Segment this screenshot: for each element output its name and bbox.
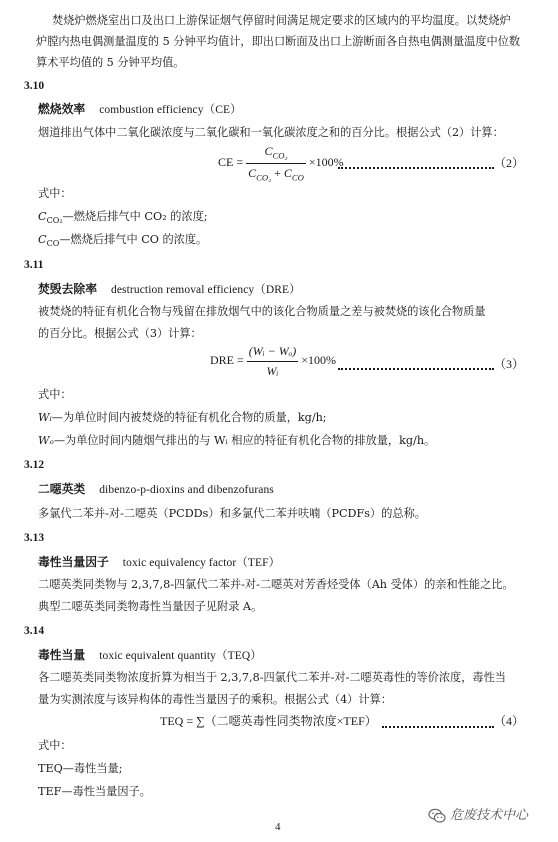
definition-tef: TEF—毒性当量因子。: [38, 785, 151, 798]
where-label: 式中：: [38, 739, 72, 752]
section-heading-3-11: [38, 280, 536, 300]
watermark: [428, 806, 528, 826]
formula-fraction: $\frac{\text{(Wᵢ − Wₒ)}}{\text{Wᵢ}}$: [248, 344, 297, 378]
definition-teq: TEQ—毒性当量;: [38, 762, 123, 775]
leader-dots: [382, 726, 494, 728]
watermark-text: 危废技术中心: [450, 808, 529, 823]
equation-number-4: （4）: [494, 714, 525, 728]
formula-4: TEQ = ∑（二噁英毒性同类物浓度×TEF）: [160, 714, 377, 728]
definition-3-11-line-2: 的百分比。根据公式（3）计算：: [38, 327, 202, 340]
definition-3-14-line-1: 各二噁英类同类物浓度折算为相当于 2,3,7,8-四氯代二苯并-对-二噁英毒性的等价浓度，毒性当: [38, 671, 506, 684]
definition-3-13-line-2: 典型二噁英类同类物毒性当量因子见附录 A。: [38, 600, 263, 613]
term-en: toxic equivalency factor（TEF）: [122, 557, 281, 569]
section-heading-3-10: [38, 100, 536, 120]
intro-line-3: 算术平均值的 5 分钟平均值。: [36, 56, 185, 69]
definition-c-co2: $C_{CO_2}—$燃烧后排气中 CO₂ 的浓度;: [38, 210, 208, 226]
definition-3-10: 烟道排出气体中二氧化碳浓度与二氧化碳和一氧化碳浓度之和的百分比。根据公式（2）计算：: [38, 126, 504, 139]
formula-rhs: ×100%: [308, 155, 344, 170]
formula-lhs: CE =: [218, 155, 244, 170]
intro-line-2: 炉膛内热电偶测量温度的 5 分钟平均值计，即出口断面及出口上游断面各自热电偶测量温度中位数: [36, 35, 521, 48]
term-en: dibenzo-p-dioxins and dibenzofurans: [99, 484, 274, 496]
section-heading-3-13: [38, 553, 536, 573]
section-number-3-13: 3.13: [24, 532, 45, 544]
term-zh: 焚毁去除率: [38, 282, 97, 296]
term-en: toxic equivalent quantity（TEQ）: [99, 650, 262, 662]
where-label: 式中：: [38, 388, 72, 401]
leader-dots: [338, 167, 494, 169]
formula-lhs: DRE =: [210, 352, 244, 367]
definition-3-11-line-1: 被焚烧的特征有机化合物与残留在排放烟气中的该化合物质量之差与被焚烧的该化合物质量: [38, 305, 486, 318]
section-number-3-10: 3.10: [24, 80, 45, 92]
wechat-icon: [428, 808, 446, 824]
section-number-3-12: 3.12: [24, 459, 45, 471]
definition-c-co: $C_{CO}—$燃烧后排气中 CO 的浓度。: [38, 233, 208, 249]
formula-3: [210, 342, 336, 380]
term-en: combustion efficiency（CE）: [99, 104, 242, 116]
section-heading-3-12: [38, 480, 536, 500]
term-zh: 毒性当量: [38, 648, 86, 662]
leader-dots: [338, 368, 494, 370]
section-number-3-11: 3.11: [24, 259, 44, 271]
equation-number-3: （3）: [494, 357, 525, 371]
section-number-3-14: 3.14: [24, 625, 45, 637]
section-heading-3-14: [38, 646, 536, 666]
formula-2: [218, 142, 344, 185]
term-en: destruction removal efficiency（DRE）: [111, 284, 301, 296]
formula-fraction: $\frac{C_{CO_2}}{C_{CO_2} + C_{CO}}$: [248, 144, 304, 183]
definition-3-13-line-1: 二噁英类同类物与 2,3,7,8-四氯代二苯并-对-二噁英对芳香烃受体（Ah 受体）的亲和性能之比。: [38, 578, 514, 591]
definition-3-14-line-2: 量为实测浓度与该异构体的毒性当量因子的乘积。根据公式（4）计算：: [38, 693, 392, 706]
term-zh: 毒性当量因子: [38, 555, 109, 569]
term-zh: 燃烧效率: [38, 102, 86, 116]
term-zh: 二噁英类: [38, 482, 86, 496]
definition-wi: Wᵢ—为单位时间内被焚烧的特征有机化合物的质量，kg/h;: [38, 411, 327, 424]
intro-line-1: 焚烧炉燃烧室出口及出口上游保证烟气停留时间满足规定要求的区域内的平均温度。以焚烧炉: [52, 14, 511, 27]
definition-3-12: 多氯代二苯并-对-二噁英（PCDDs）和多氯代二苯并呋喃（PCDFs）的总称。: [38, 507, 426, 520]
formula-rhs: ×100%: [301, 352, 336, 367]
page-number: 4: [275, 821, 281, 833]
equation-number-2: （2）: [494, 156, 525, 170]
where-label: 式中：: [38, 187, 72, 200]
definition-wo: Wₒ—为单位时间内随烟气排出的与 Wᵢ 相应的特征有机化合物的排放量，kg/h。: [38, 434, 436, 447]
